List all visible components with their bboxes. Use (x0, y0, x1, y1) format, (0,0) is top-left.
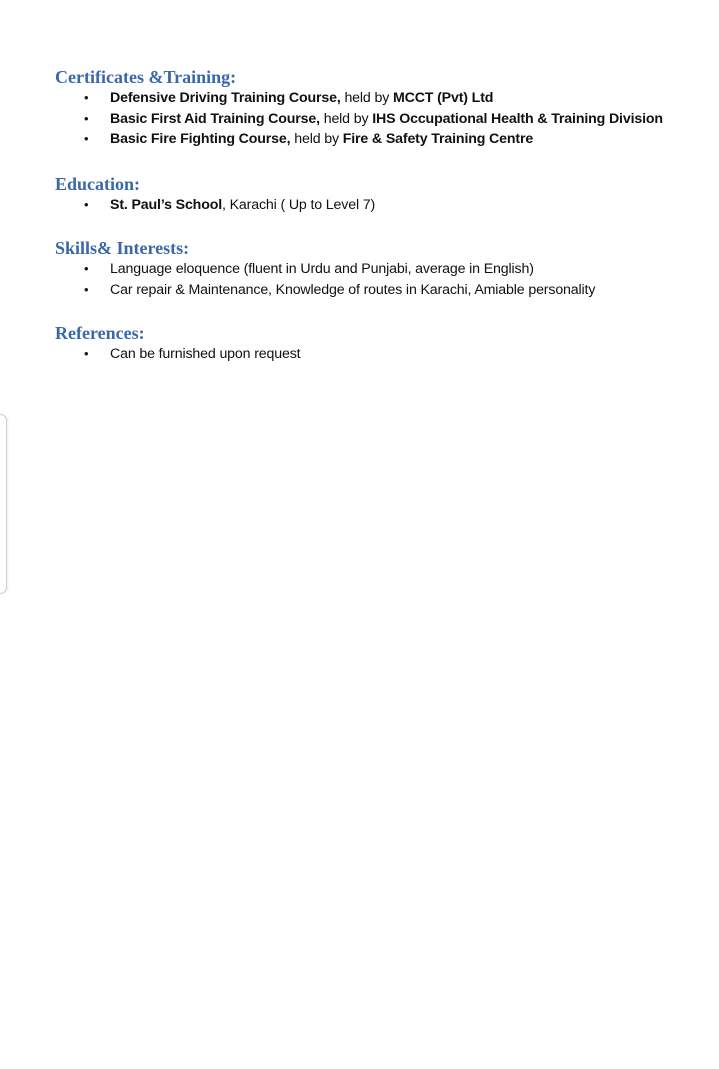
certificates-section (55, 66, 705, 150)
bullet-icon: • (84, 346, 89, 361)
held-by-text: held by (323, 110, 369, 127)
list-item (55, 109, 705, 130)
bullet-icon: • (84, 90, 89, 105)
held-by-text: held by (294, 131, 339, 148)
certificates-heading: Certificates &Training: (55, 67, 237, 87)
certificates-list (55, 88, 705, 150)
skills-heading: Skills& Interests: (55, 238, 190, 258)
bullet-icon: • (84, 281, 89, 297)
list-item (55, 195, 705, 216)
references-heading: References: (55, 323, 145, 343)
skill-text: Car repair & Maintenance, Knowledge of routes in Karachi, Amiable personality (110, 281, 596, 298)
list-item (55, 344, 705, 365)
education-section (55, 173, 705, 216)
education-list (55, 195, 705, 216)
course-name: Basic Fire Fighting Course, (110, 131, 291, 148)
side-panel-handle[interactable] (0, 414, 7, 594)
education-heading: Education: (55, 174, 141, 194)
bullet-icon: • (84, 131, 89, 147)
skills-list (55, 259, 705, 300)
bullet-icon: • (84, 197, 89, 212)
course-name: Basic First Aid Training Course, (110, 110, 320, 127)
references-list (55, 344, 705, 365)
list-item (55, 88, 705, 109)
organization-name: IHS Occupational Health & Training Division (372, 110, 663, 127)
skills-section (55, 237, 705, 300)
list-item (55, 129, 705, 150)
skill-text: Language eloquence (fluent in Urdu and Punjabi, average in English) (110, 261, 534, 277)
bullet-icon: • (84, 261, 89, 276)
list-item (55, 280, 705, 301)
course-name: Defensive Driving Training Course, (110, 90, 341, 106)
reference-text: Can be furnished upon request (110, 346, 301, 362)
school-detail: , Karachi ( Up to Level 7) (222, 197, 376, 213)
organization-name: MCCT (Pvt) Ltd (392, 90, 494, 106)
organization-name: Fire & Safety Training Centre (342, 131, 534, 148)
bullet-icon: • (84, 110, 89, 126)
list-item (55, 259, 705, 280)
school-name: St. Paul’s School (110, 197, 223, 213)
references-section (55, 322, 705, 365)
held-by-text: held by (344, 90, 390, 106)
